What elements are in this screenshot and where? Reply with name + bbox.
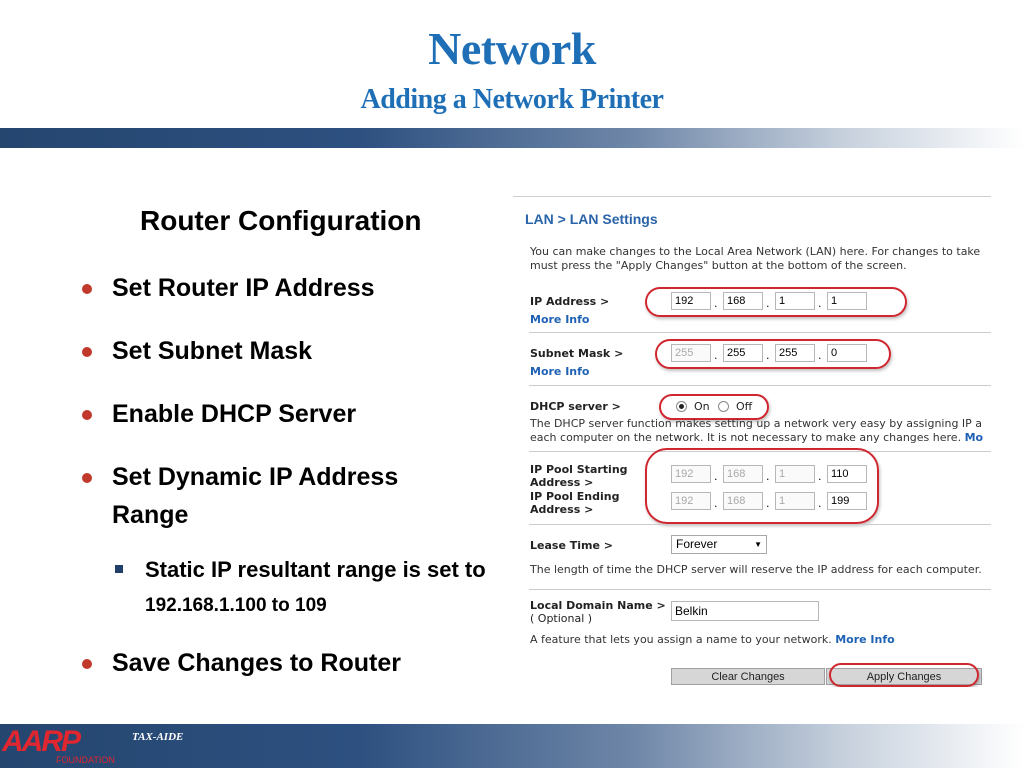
octet-separator: . [766, 497, 770, 510]
ip-octet-4[interactable]: 1 [827, 292, 867, 310]
domain-more-info-link[interactable]: More Info [835, 633, 895, 646]
divider [529, 589, 991, 590]
ip-more-info-link[interactable]: More Info [530, 313, 590, 326]
clear-changes-button[interactable]: Clear Changes [671, 668, 825, 685]
sub-bullet-text: Static IP resultant range is set to [145, 557, 486, 582]
domain-name-label: Local Domain Name > [530, 599, 666, 612]
octet-separator: . [714, 297, 718, 310]
ip-octet-3[interactable]: 1 [775, 292, 815, 310]
pool-start-label-line: IP Pool Starting [530, 463, 628, 476]
octet-separator: . [766, 470, 770, 483]
tax-aide-label: TAX-AIDE [132, 731, 184, 743]
bullet-dot-icon [82, 284, 92, 294]
dhcp-desc-text: each computer on the network. It is not necessary to make any changes here. [530, 431, 962, 444]
sub-bullet-range-end: 109 [295, 595, 327, 616]
pool-end-octet-1[interactable]: 192 [671, 492, 711, 510]
bullet-text: Save Changes to Router [112, 649, 401, 677]
subnet-more-info-link[interactable]: More Info [530, 365, 590, 378]
divider [529, 524, 991, 525]
divider [529, 385, 991, 386]
lease-description: The length of time the DHCP server will reserve the IP address for each computer. [530, 563, 982, 576]
subnet-octet-2[interactable]: 255 [723, 344, 763, 362]
pool-start-octet-2[interactable]: 168 [723, 465, 763, 483]
sub-bullet-to: to [266, 595, 296, 616]
octet-separator: . [818, 349, 822, 362]
pool-end-label-line: Address > [530, 503, 594, 516]
domain-description [530, 633, 895, 647]
pool-start-label-line: Address > [530, 476, 594, 489]
bullet-dot-icon [82, 347, 92, 357]
dhcp-more-info-link[interactable]: Mo [964, 431, 984, 444]
sub-bullet [115, 553, 535, 623]
bullet-text: Set Router IP Address [112, 274, 375, 302]
subnet-mask-label: Subnet Mask > [530, 347, 624, 360]
square-bullet-icon [115, 565, 123, 573]
lease-time-select[interactable] [671, 535, 767, 554]
domain-optional-label: ( Optional ) [530, 612, 593, 625]
slide-subtitle: Adding a Network Printer [360, 84, 664, 115]
subnet-octet-1[interactable]: 255 [671, 344, 711, 362]
ip-highlight-ring [645, 287, 907, 317]
pool-start-octet-1[interactable]: 192 [671, 465, 711, 483]
lease-time-value: Forever [676, 537, 718, 551]
octet-separator: . [714, 349, 718, 362]
bullet-dot-icon [82, 410, 92, 420]
subnet-highlight-ring [655, 339, 891, 369]
subnet-octet-4[interactable]: 0 [827, 344, 867, 362]
pool-end-label [530, 490, 619, 516]
dhcp-off-label: Off [736, 400, 753, 413]
apply-changes-button[interactable]: Apply Changes [826, 668, 982, 685]
octet-separator: . [766, 297, 770, 310]
dhcp-desc-line-2 [530, 431, 983, 445]
ip-address-label: IP Address > [530, 295, 610, 308]
octet-separator: . [766, 349, 770, 362]
intro-line: You can make changes to the Local Area Network (LAN) here. For changes to take [530, 245, 981, 258]
slide-title: Network [428, 23, 596, 74]
pool-start-octet-4[interactable]: 110 [827, 465, 867, 483]
dropdown-arrow-icon: ▼ [754, 540, 762, 549]
pool-end-octet-4[interactable]: 199 [827, 492, 867, 510]
aarp-logo: AARP [2, 725, 80, 758]
pool-end-octet-2[interactable]: 168 [723, 492, 763, 510]
router-intro [530, 245, 991, 273]
octet-separator: . [714, 497, 718, 510]
sub-bullet-range-start: 192.168.1.100 [145, 595, 267, 616]
bullet-dot-icon [82, 473, 92, 483]
aarp-foundation-text: FOUNDATION [56, 755, 115, 765]
octet-separator: . [714, 470, 718, 483]
router-page-header: LAN > LAN Settings [525, 211, 658, 227]
intro-line: must press the "Apply Changes" button at the bottom of the screen. [530, 259, 907, 272]
ip-octet-2[interactable]: 168 [723, 292, 763, 310]
top-band [0, 128, 1024, 148]
pool-highlight-ring [645, 448, 879, 524]
bullet-text: Enable DHCP Server [112, 400, 357, 428]
bullet-text: Set Dynamic IP Address Range [112, 463, 399, 529]
subnet-octet-3[interactable]: 255 [775, 344, 815, 362]
octet-separator: . [818, 470, 822, 483]
left-heading: Router Configuration [140, 205, 422, 236]
pool-end-octet-3[interactable]: 1 [775, 492, 815, 510]
dhcp-description [530, 417, 983, 445]
apply-highlight-ring [829, 663, 979, 687]
domain-name-input[interactable]: Belkin [671, 601, 819, 621]
pool-end-label-line: IP Pool Ending [530, 490, 620, 503]
lease-time-label: Lease Time > [530, 539, 613, 552]
dhcp-on-label: On [694, 400, 710, 413]
bullet-text: Set Subnet Mask [112, 337, 313, 365]
pool-start-label [530, 463, 628, 489]
domain-desc-text: A feature that lets you assign a name to your network. [530, 633, 832, 646]
dhcp-desc-line: The DHCP server function makes setting up a network very easy by assigning IP a [530, 417, 983, 430]
pool-start-octet-3[interactable]: 1 [775, 465, 815, 483]
ip-octet-1[interactable]: 192 [671, 292, 711, 310]
router-screenshot [513, 196, 991, 687]
octet-separator: . [818, 297, 822, 310]
bullet-dot-icon [82, 659, 92, 669]
octet-separator: . [818, 497, 822, 510]
divider [529, 332, 991, 333]
dhcp-server-label: DHCP server > [530, 400, 621, 413]
